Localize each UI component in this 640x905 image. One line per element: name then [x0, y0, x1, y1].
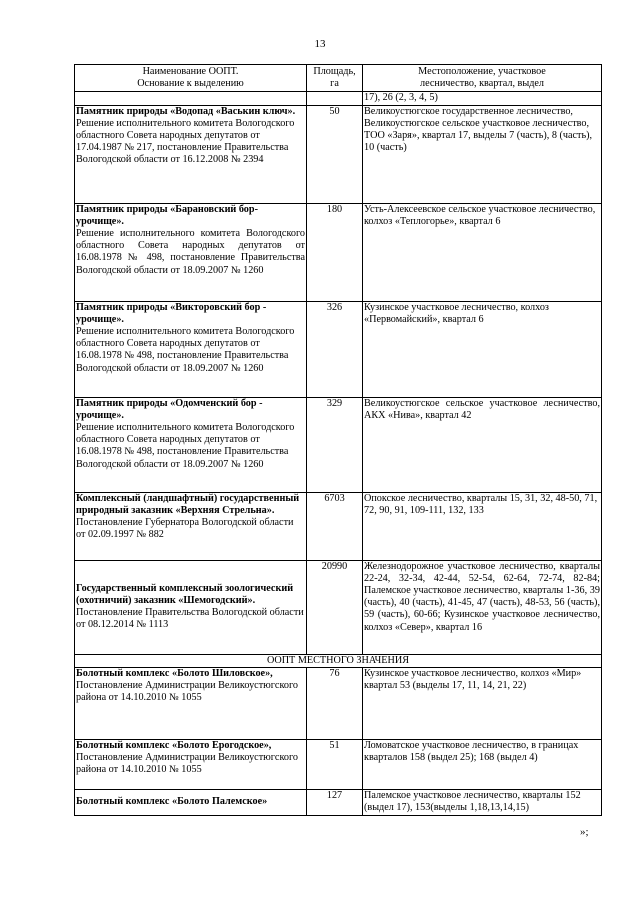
header-area: Площадь, га — [307, 65, 363, 92]
row-location: Великоустюгское сельское участковое лесничество, АКХ «Нива», квартал 42 — [363, 397, 602, 492]
table-row — [75, 105, 602, 203]
row-desc: Решение исполнительного комитета Вологодского областного Совета народных депутатов от 16.08.1978 № 498, постановление Правительства Вологодской области от 18.09.2007 № 1260 — [76, 228, 305, 276]
row-area: 50 — [307, 105, 363, 203]
continuation-location: 17), 26 (2, 3, 4, 5) — [363, 92, 602, 105]
table-row — [75, 667, 602, 739]
row-area: 127 — [307, 789, 363, 815]
row-desc: Постановление Администрации Великоустюгского района от 14.10.2010 № 1055 — [76, 680, 298, 704]
row-title: Памятник природы «Одомченский бор - урочище». — [76, 397, 263, 421]
table-row — [75, 739, 602, 789]
section-title: ООПТ МЕСТНОГО ЗНАЧЕНИЯ — [75, 654, 602, 667]
row-title: Болотный комплекс «Болото Шиловское», — [76, 667, 273, 679]
oopt-table — [74, 64, 602, 816]
table-row — [75, 560, 602, 654]
row-area: 326 — [307, 301, 363, 397]
row-title: Памятник природы «Барановский бор-урочище». — [76, 203, 258, 227]
table-row — [75, 397, 602, 492]
continuation-row — [75, 92, 602, 105]
row-location: Великоустюгское государственное лесничество, Великоустюгское сельское участковое лесничество, ТОО «Заря», квартал 17, выделы 7 (часть), 8 (часть), 10 (часть) — [363, 105, 602, 203]
header-location: Местоположение, участковое лесничество, квартал, выдел — [363, 65, 602, 92]
table-row — [75, 203, 602, 301]
row-desc: Решение исполнительного комитета Вологодского областного Совета народных депутатов от 16.08.1978 № 498, постановление Правительства Вологодской области от 18.09.2007 № 1260 — [76, 326, 295, 374]
row-desc: Постановление Губернатора Вологодской области от 02.09.1997 № 882 — [76, 517, 294, 541]
row-area: 76 — [307, 667, 363, 739]
row-area: 180 — [307, 203, 363, 301]
row-desc: Постановление Администрации Великоустюгского района от 14.10.2010 № 1055 — [76, 752, 298, 776]
row-title: Болотный комплекс «Болото Палемское» — [76, 796, 268, 808]
row-location: Железнодорожное участковое лесничество, кварталы 22-24, 32-34, 42-44, 52-54, 62-64, 72-74, 82-84; Палемское участковое лесничество, кварталы 1-36, 39 (часть), 40 (часть), 41-45, 47 (часть), 48-53, 56 (часть), 59 (часть), 60-66; Кузинское участковое лесничество, колхоз «Север», квартал 16 — [363, 560, 602, 654]
row-title: Памятник природы «Водопад «Васькин ключ». — [76, 105, 296, 117]
table-header-row — [75, 65, 602, 92]
row-location: Опокское лесничество, кварталы 15, 31, 32, 48-50, 71, 72, 90, 91, 109-111, 132, 133 — [363, 492, 602, 560]
closing-quote: »; — [580, 826, 589, 838]
row-area: 6703 — [307, 492, 363, 560]
table-row — [75, 789, 602, 815]
row-area: 20990 — [307, 560, 363, 654]
row-title: Болотный комплекс «Болото Ерогодское», — [76, 739, 272, 751]
row-location: Ломоватское участковое лесничество, в границах кварталов 158 (выдел 25); 168 (выдел 4) — [363, 739, 602, 789]
row-location: Кузинское участковое лесничество, колхоз «Первомайский», квартал 6 — [363, 301, 602, 397]
row-location: Палемское участковое лесничество, кварталы 152 (выдел 17), 153(выделы 1,18,13,14,15) — [363, 789, 602, 815]
row-desc: Решение исполнительного комитета Вологодского областного Совета народных депутатов от 17.04.1987 № 217, постановление Правительства Вологодской области от 16.12.2008 № 2394 — [76, 117, 295, 166]
row-area: 329 — [307, 397, 363, 492]
table-row — [75, 301, 602, 397]
table-row — [75, 492, 602, 560]
row-title: Памятник природы «Викторовский бор - урочище». — [76, 301, 267, 325]
row-desc: Постановление Правительства Вологодской области от 08.12.2014 № 1113 — [76, 607, 304, 631]
header-name: Наименование ООПТ. Основание к выделению — [75, 65, 307, 92]
row-title: Государственный комплексный зоологический (охотничий) заказник «Шемогодский». — [76, 582, 294, 606]
row-area: 51 — [307, 739, 363, 789]
row-location: Кузинское участковое лесничество, колхоз «Мир» квартал 53 (выделы 17, 11, 14, 21, 22) — [363, 667, 602, 739]
page-number: 13 — [314, 38, 326, 50]
row-desc: Решение исполнительного комитета Вологодского областного Совета народных депутатов от 16.08.1978 № 498, постановление Правительства Вологодской области от 18.09.2007 № 1260 — [76, 422, 295, 470]
row-location: Усть-Алексеевское сельское участковое лесничество, колхоз «Теплогорье», квартал 6 — [363, 203, 602, 301]
section-row — [75, 654, 602, 667]
row-title: Комплексный (ландшафтный) государственный природный заказник «Верхняя Стрельна». — [76, 492, 300, 516]
